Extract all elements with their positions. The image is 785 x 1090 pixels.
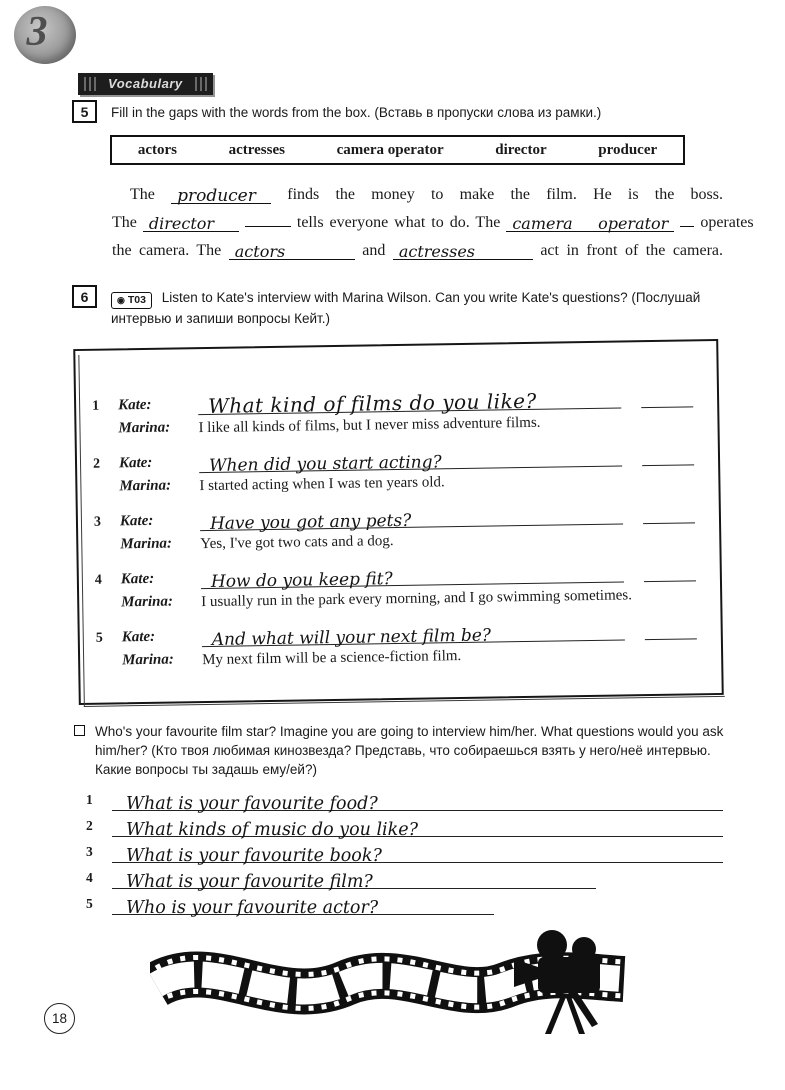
kate-question-row [96, 611, 697, 648]
interview-item [92, 379, 694, 439]
question-answer-line [200, 506, 623, 534]
empty-underline [645, 638, 697, 640]
marina-answer-row [95, 585, 696, 613]
paragraph-line [112, 237, 723, 265]
question-number: 5 [95, 630, 103, 646]
kate-question-row [93, 437, 694, 474]
exercise6-instruction [111, 285, 725, 328]
marina-answer-text: I like all kinds of films, but I never miss adventure films. [198, 414, 541, 437]
marina-answer-text: I started acting when I was ten years old. [199, 474, 445, 495]
empty-underline [245, 226, 291, 227]
question-answer-line [198, 386, 621, 418]
question-answer-line [199, 448, 622, 476]
interview-item [96, 611, 698, 671]
exercise5-number: 5 [80, 103, 89, 120]
answer-row [86, 785, 723, 814]
speaker-label-kate: Kate: [118, 454, 153, 472]
marina-answer-text: My next film will be a science-fiction film. [202, 648, 462, 669]
paragraph-text: the camera. The [112, 242, 222, 259]
exercise5-header [72, 100, 725, 123]
gap-answer-actresses: actresses [398, 242, 475, 261]
marina-answer-row [96, 643, 697, 671]
marina-answer-text: Yes, I've got two cats and a dog. [200, 533, 394, 553]
audio-icon: ◉ [117, 295, 125, 305]
unit-number: 3 [26, 9, 48, 55]
interview-task-instruction: Who's your favourite film star? Imagine you are going to interview him/her. What questions would you ask him/her? (Кто твоя любимая кинозвезда? Представь, что собираешься взять у него/неё интервью. Какие вопросы ты задашь ему/ей?) [95, 724, 724, 777]
filmstrip-graphic [150, 921, 630, 1039]
empty-underline [643, 522, 695, 524]
audio-track-label: T03 [127, 294, 146, 306]
student-answers [86, 785, 723, 918]
question-answer-line [202, 622, 625, 650]
speaker-label-kate: Kate: [118, 396, 152, 414]
marina-answer-row [92, 411, 693, 439]
exercise5-number-box [72, 100, 97, 123]
speaker-label-marina: Marina: [122, 651, 174, 669]
kate-question-row [94, 495, 695, 532]
audio-track-badge [111, 292, 152, 309]
speaker-label-kate: Kate: [119, 512, 154, 530]
answer-row [86, 889, 723, 918]
question-number: 2 [92, 456, 101, 472]
gap-fill-paragraph [112, 181, 754, 265]
exercise5-instruction: Fill in the gaps with the words from the box. (Вставь в пропуски слова из рамки.) [111, 105, 602, 120]
marina-answer-row [93, 469, 694, 497]
handwritten-answer: What is your favourite food? [126, 793, 378, 814]
interview-box [73, 339, 724, 705]
answer-line [112, 897, 494, 916]
speaker-label-kate: Kate: [120, 570, 155, 588]
vocabulary-section-tab [78, 73, 213, 95]
gap-answer-actors: actors [234, 242, 286, 261]
interview-task [74, 722, 727, 779]
exercise6-number-box [72, 285, 97, 308]
handwritten-question: How do you keep fit? [210, 569, 393, 592]
paragraph-text: act in front of the camera. [540, 242, 723, 259]
interview-item [93, 437, 695, 497]
exercise6-instruction-text: Listen to Kate's interview with Marina Wilson. Can you write Kate's questions? (Послушай интервью и запиши вопросы Кейт.) [111, 290, 701, 326]
empty-underline [680, 226, 694, 227]
paragraph-text: finds the money to make the film. He is the boss. [287, 186, 723, 203]
answer-number: 3 [86, 844, 93, 859]
answer-row [86, 811, 723, 840]
speaker-label-marina: Marina: [118, 419, 171, 437]
answer-line [112, 793, 723, 812]
gap-answer-field [506, 214, 674, 232]
answer-row [86, 863, 723, 892]
gap-answer-field [143, 214, 239, 232]
paragraph-line [112, 209, 754, 237]
word-box-item: producer [598, 141, 658, 158]
speaker-label-kate: Kate: [121, 628, 156, 646]
word-box-item: actors [137, 141, 177, 158]
gap-answer-field [171, 186, 271, 204]
handwritten-question: When did you start acting? [208, 452, 442, 476]
answer-line [112, 819, 723, 838]
gap-answer-field [229, 242, 355, 260]
page-content [0, 100, 785, 1039]
answer-line [112, 871, 596, 890]
empty-underline [642, 464, 694, 466]
handwritten-answer: What is your favourite film? [126, 871, 373, 892]
movie-camera-icon [514, 930, 600, 1034]
answer-row [86, 837, 723, 866]
empty-underline [641, 406, 693, 408]
paragraph-text: The [130, 186, 155, 203]
kate-question-row [95, 553, 696, 590]
handwritten-question: Have you got any pets? [209, 510, 412, 534]
paragraph-text: tells everyone what to do. The [296, 214, 501, 231]
gap-answer-producer: producer [177, 186, 256, 206]
kate-question-row [92, 379, 693, 416]
page-number-badge [44, 1003, 75, 1034]
marina-answer-row [94, 527, 695, 555]
answer-number: 1 [86, 792, 93, 807]
vocabulary-label: Vocabulary [108, 76, 183, 91]
paragraph-text: and [362, 242, 386, 259]
gap-answer-director: director [148, 214, 215, 233]
empty-underline [644, 580, 696, 582]
unit-number-blob [14, 6, 76, 64]
handwritten-answer: What is your favourite book? [126, 845, 382, 866]
gap-answer-field [393, 242, 533, 260]
answer-number: 4 [86, 870, 93, 885]
gap-answer-camera-operator: camera operator [512, 214, 669, 233]
answer-line [112, 845, 723, 864]
word-box-item: actresses [228, 141, 285, 158]
answer-number: 2 [86, 818, 93, 833]
answer-number: 5 [86, 896, 93, 911]
exercise6-header [72, 285, 725, 328]
speaker-label-marina: Marina: [119, 477, 172, 495]
word-box-item: camera operator [336, 141, 444, 158]
handwritten-question: What kind of films do you like? [207, 388, 537, 418]
checkbox-icon [74, 725, 85, 736]
question-number: 4 [94, 572, 102, 588]
paragraph-text: The [112, 214, 137, 231]
paragraph-text: operates [700, 214, 754, 231]
question-number: 3 [93, 514, 102, 530]
interview-item [95, 553, 697, 613]
speaker-label-marina: Marina: [121, 593, 174, 611]
speaker-label-marina: Marina: [120, 535, 173, 553]
interview-item [94, 495, 696, 555]
page-number: 18 [51, 1011, 68, 1026]
question-answer-line [201, 564, 624, 592]
paragraph-line [112, 181, 723, 209]
word-box [110, 135, 685, 165]
handwritten-answer: Who is your favourite actor? [126, 897, 379, 918]
marina-answer-text: I usually run in the park every morning, and I go swimming sometimes. [201, 587, 633, 611]
exercise6-number: 6 [80, 288, 89, 305]
handwritten-question: And what will your next film be? [211, 625, 492, 650]
question-number: 1 [92, 398, 100, 414]
word-box-item: director [495, 141, 547, 158]
handwritten-answer: What kinds of music do you like? [126, 819, 418, 840]
